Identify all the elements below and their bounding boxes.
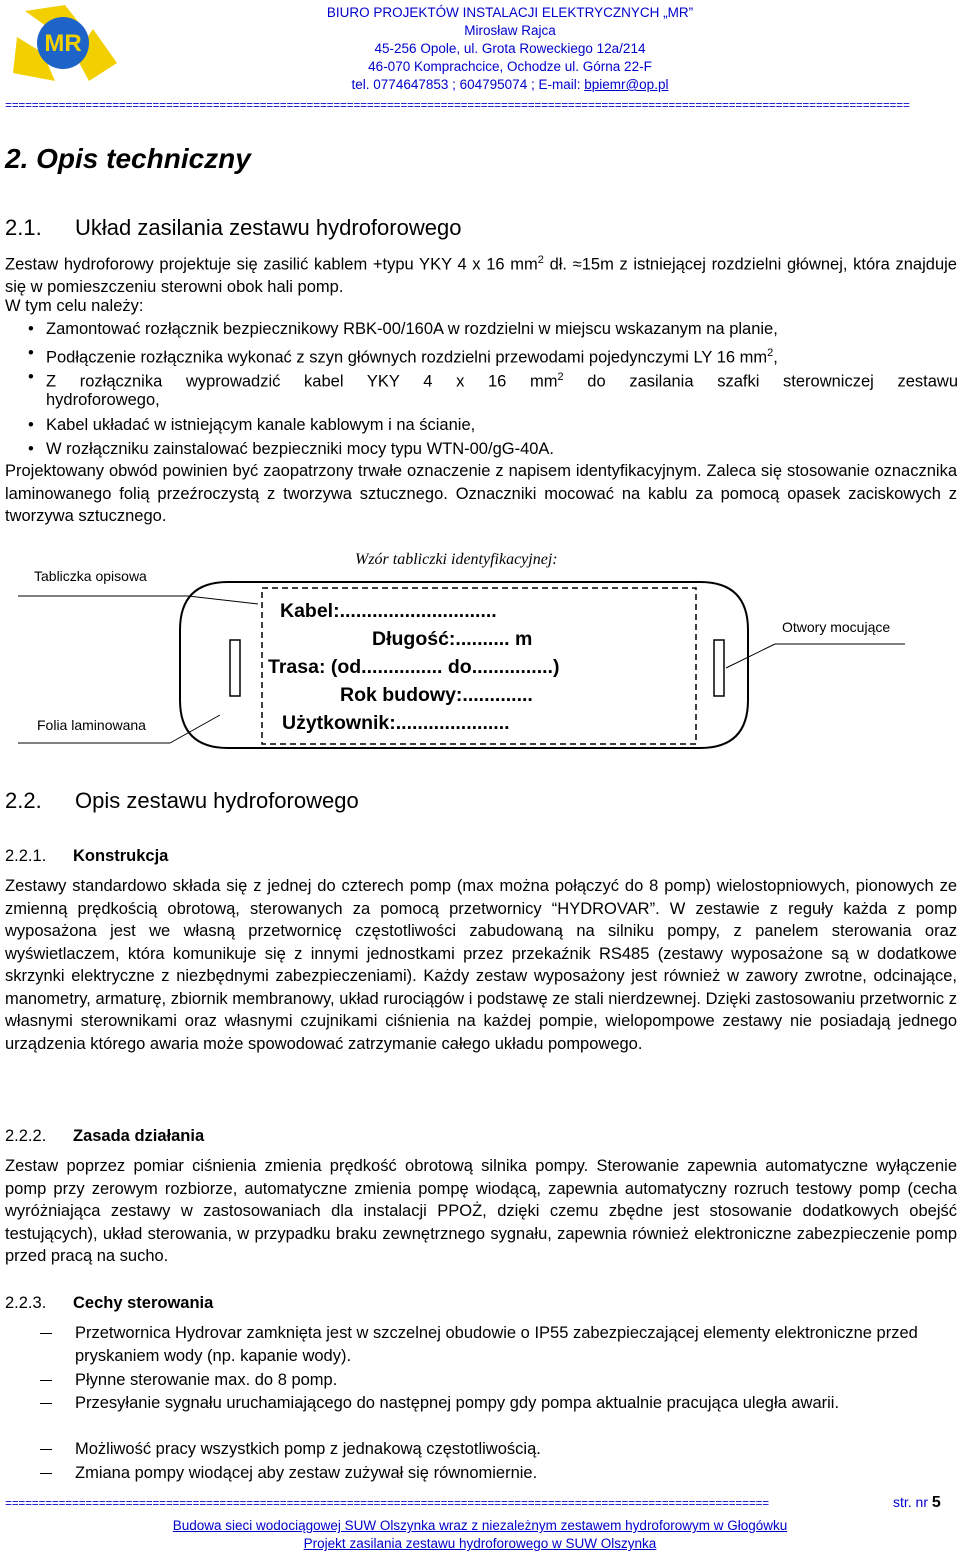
- footer-line-1: Budowa sieci wodociągowej SUW Olszynka wraz z niezależnym zestawem hydroforowym w Głogówku: [172, 1518, 788, 1533]
- label-foil: Folia laminowana: [37, 717, 146, 733]
- plate-line-length: Długość:.......... m: [372, 628, 533, 650]
- bullet-text: Kabel układać w istniejącym kanale kablowym i na ścianie,: [46, 416, 476, 434]
- p1-text-c: 15m z istniejącej rozdzielni głównej, która znajduje się w pomieszczeniu sterowni obok hali pomp.: [5, 255, 957, 296]
- label-plate: Tabliczka opisowa: [34, 568, 147, 584]
- feature-item: Możliwość pracy wszystkich pomp z jednakową częstotliwością.: [75, 1440, 541, 1458]
- bullet-text-line2: hydroforowego,: [46, 391, 160, 409]
- subsection-title: Układ zasilania zestawu hydroforowego: [75, 215, 462, 240]
- leader-line-plate-2: [188, 596, 258, 604]
- bullet-text: Podłączenie rozłącznika wykonać z szyn głównych rozdzielni przewodami pojedynczymi LY 16 mm: [46, 348, 768, 367]
- dash-bullet-icon: [40, 1333, 52, 1334]
- p1-superscript: 2: [537, 254, 544, 266]
- dash-bullet-icon: [40, 1449, 52, 1450]
- recycle-logo-icon: [5, 3, 123, 83]
- plate-line-route: Trasa: (od............... do...............): [268, 656, 560, 678]
- bullet-text-end: ,: [773, 348, 778, 367]
- plate-line-year: Rok budowy:.............: [340, 684, 533, 706]
- contact-line: [275, 76, 745, 94]
- dash-bullet-icon: [40, 1473, 52, 1474]
- bullet-text: W rozłączniku zainstalować bezpieczniki mocy typu WTN-00/gG-40A.: [46, 440, 555, 458]
- mounting-hole-left: [230, 640, 240, 696]
- bullet-icon: •: [28, 320, 34, 338]
- bullet-icon: •: [28, 368, 34, 386]
- subsection-2-2-3-heading: [5, 1294, 213, 1313]
- phones: tel. 0774647853 ; 604795074 ; E-mail:: [351, 77, 585, 92]
- logo-text: MR: [44, 30, 82, 57]
- bullet-text: Zamontować rozłącznik bezpiecznikowy RBK-00/160A w rozdzielni w miejscu wskazanym na planie,: [46, 320, 778, 338]
- bullet-item: [28, 366, 958, 412]
- leader-line-holes-2: [726, 644, 775, 668]
- page-number: [893, 1494, 941, 1512]
- subsection-title: Zasada działania: [73, 1127, 205, 1145]
- plate-line-cable: Kabel:.............................: [280, 600, 497, 622]
- marking-paragraph: Projektowany obwód powinien być zaopatrzony trwałe oznaczenie z napisem identyfikacyjnym. Zaleca się stosowanie oznacznika laminowanego folią przeźroczystą z tworzywa sztucznego. Oznaczniki mocować na kablu za pomocą opasek zaciskowych z tworzywa sztucznego.: [5, 462, 957, 525]
- footer-separator: ==================================================================================================================: [5, 1498, 769, 1511]
- company-name: BIURO PROJEKTÓW INSTALACJI ELEKTRYCZNYCH „MR”: [326, 5, 694, 20]
- subsection-title: Konstrukcja: [73, 847, 169, 865]
- intro-line: W tym celu należy:: [5, 297, 144, 315]
- subsection-title: Opis zestawu hydroforowego: [75, 788, 359, 813]
- plate-line-user: Użytkownik:.....................: [282, 712, 510, 734]
- bullet-item: [28, 342, 958, 367]
- power-paragraph: [5, 249, 957, 299]
- feature-item: Przetwornica Hydrovar zamknięta jest w szczelnej obudowie o IP55 zabezpieczającej elementy elektroniczne przed pryskaniem wody (np. kapanie wody).: [75, 1324, 918, 1365]
- feature-item: Zmiana pompy wiodącej aby zestaw zużywał się równomiernie.: [75, 1464, 538, 1482]
- superscript: 2: [767, 347, 774, 359]
- bullet-icon: •: [28, 440, 34, 458]
- owner-name: Mirosław Rajca: [464, 23, 556, 38]
- approx-symbol: ≈: [572, 255, 582, 274]
- subsection-number: 2.2.1.: [5, 847, 47, 865]
- feature-item: Przesyłanie sygnału uruchamiającego do następnej pompy gdy pompa aktualnie pracująca uległa awarii.: [75, 1394, 840, 1412]
- diagram-title: Wzór tabliczki identyfikacyjnej:: [355, 551, 558, 568]
- section-title: 2. Opis techniczny: [5, 143, 251, 174]
- subsection-2-2-2-heading: [5, 1127, 204, 1146]
- header-separator: =======================================================================================================================================: [5, 100, 910, 113]
- bullet-icon: •: [28, 344, 34, 362]
- company-logo: [5, 3, 123, 83]
- p1-text-a: Zestaw hydroforowy projektuje się zasilić kablem +typu YKY 4 x 16 mm: [5, 255, 538, 274]
- bullet-item: [28, 318, 958, 340]
- construction-paragraph: Zestawy standardowo składa się z jednej do czterech pomp (max można połączyć do 8 pomp) wielostopniowych, pionowych ze zmienną prędkością obrotową, sterowanych za pomocą przetwornicy “HYDROVAR”. W zestawie z reguły każda z pomp wyposażona jest we własną przetwornicę częstotliwości zabudowaną na silniku pompy, z panelem sterowania oraz wyświetlaczem, która komunikuje się z innymi jednostkami przez przekaźnik RS485 (zestawy wyposażone są w dodatkowe skrzynki elektryczne z niezbędnymi zabezpieczeniami). Każdy zestaw wyposażony jest również w zawory zwrotne, odcinające, manometry, armaturę, zbiornik membranowy, układ rurociągów i podstawę ze stali nierdzewnej. Dzięki zastosowaniu przetwornic z własnymi sterownikami oraz własnymi czujnikami ciśnienia na każdej pompie, wielopompowe zestawy nie posiadają jednego urządzenia którego awaria może spowodować zatrzymanie całego układu pompowego.: [5, 877, 957, 1053]
- subsection-2-2-1-heading: [5, 847, 168, 866]
- p1-text-b: dł.: [543, 255, 573, 274]
- subsection-2-2-heading: [5, 788, 359, 814]
- subsection-number: 2.2.2.: [5, 1127, 47, 1145]
- email-link[interactable]: bpiemr@op.pl: [584, 77, 669, 92]
- subsection-number: 2.2.3.: [5, 1294, 47, 1312]
- address-1: 45-256 Opole, ul. Grota Roweckiego 12a/214: [374, 41, 646, 56]
- page-num: 5: [931, 1494, 941, 1511]
- page-prefix: str. nr: [893, 1494, 932, 1510]
- bullet-text: Z rozłącznika wyprowadzić kabel YKY 4 x 16 mm: [46, 372, 558, 391]
- bullet-icon: •: [28, 416, 34, 434]
- label-holes: Otwory mocujące: [782, 619, 891, 635]
- subsection-number: 2.1.: [5, 215, 42, 240]
- dash-bullet-icon: [40, 1380, 52, 1381]
- bullet-item: [28, 414, 958, 436]
- subsection-title: Cechy sterowania: [73, 1294, 214, 1312]
- bullet-text-end: do zasilania szafki sterowniczej zestawu: [563, 372, 959, 391]
- bullet-item: [28, 438, 958, 460]
- operation-paragraph: Zestaw poprzez pomiar ciśnienia zmienia prędkość obrotową silnika pompy. Sterowanie zapewnia automatyczne wyłączenie pomp przy zerowym rozbiorze, automatyczne zmienia pompę wiodącą, zapewnia automatyczny rozruch testowy pomp (cecha wyróżniająca zestawy w zastosowaniach dla instalacji PPOŻ, dzięki czemu zbędne jest stosowanie dodatkowych obejść testujących), układ sterowania, w przypadku braku zewnętrznego sygnału, zapewnia również elektroniczne zabezpieczenie pomp przed pracą na sucho.: [5, 1157, 957, 1265]
- subsection-2-1-heading: [5, 215, 461, 241]
- dash-bullet-icon: [40, 1403, 52, 1404]
- feature-item: Płynne sterowanie max. do 8 pomp.: [75, 1371, 338, 1389]
- company-header: [275, 4, 745, 94]
- footer-line-2: Projekt zasilania zestawu hydroforowego w SUW Olszynka: [303, 1536, 657, 1551]
- superscript: 2: [557, 371, 564, 383]
- mounting-hole-right: [714, 640, 724, 696]
- address-2: 46-070 Komprachcice, Ochodze ul. Górna 22-F: [368, 59, 652, 74]
- subsection-number: 2.2.: [5, 788, 42, 813]
